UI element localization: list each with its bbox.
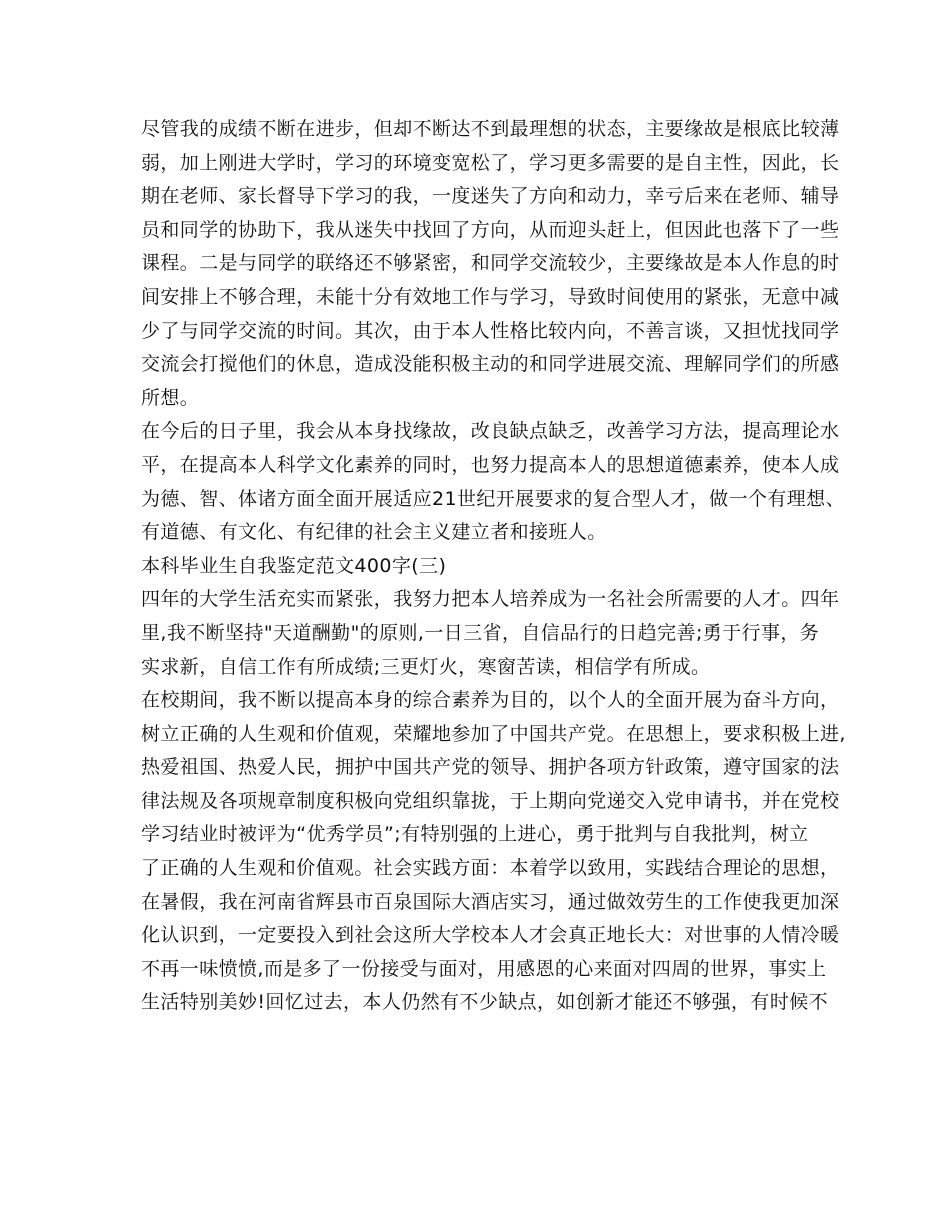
paragraph xyxy=(141,113,840,415)
document-body xyxy=(141,113,846,1020)
paragraph xyxy=(141,583,840,684)
text-line: 尽管我的成绩不断在进步，但却不断达不到最理想的状态，主要缘故是根底比较薄 xyxy=(141,118,840,140)
text-line: 在校期间，我不断以提高本身的综合素养为目的，以个人的全面开展为奋斗方向， xyxy=(141,689,840,712)
text-line: 课程。二是与同学的联络还不够紧密，和同学交流较少，主要缘故是本人作息的时 xyxy=(141,252,840,275)
text-line: 里,我不断坚持"天道酬勤"的原则,一日三省，自信品行的日趋完善;勇于行事，务 xyxy=(141,621,820,644)
text-line: 生活特别美妙!回忆过去，本人仍然有不少缺点，如创新才能还不够强，有时候不 xyxy=(141,991,829,1014)
text-line: 期在老师、家长督导下学习的我，一度迷失了方向和动力，幸亏后来在老师、辅导 xyxy=(141,185,840,208)
text-line: 本科毕业生自我鉴定范文400字(三) xyxy=(141,554,447,577)
text-line: 化认识到，一定要投入到社会这所大学校本人才会真正地长大：对世事的人情冷暖 xyxy=(141,924,840,947)
text-line: 间安排上不够合理，未能十分有效地工作与学习，导致时间使用的紧张，无意中减 xyxy=(141,285,840,308)
paragraph xyxy=(141,415,845,549)
text-line: 所想。 xyxy=(141,386,200,409)
text-line: 在暑假，我在河南省辉县市百泉国际大酒店实习，通过做效劳生的工作使我更加深 xyxy=(141,890,840,913)
text-line: 四年的大学生活充实而紧张，我努力把本人培养成为一名社会所需要的人才。四年 xyxy=(141,588,840,611)
text-line: 交流会打搅他们的休息，造成没能积极主动的和同学进展交流、理解同学们的所感 xyxy=(141,353,840,376)
text-line: 有道德、有文化、有纪律的社会主义建立者和接班人。 xyxy=(141,521,607,544)
text-line: 不再一味愤愤,而是多了一份接受与面对，用感恩的心来面对四周的世界，事实上 xyxy=(141,957,827,980)
section-heading xyxy=(141,550,831,584)
text-line: 律法规及各项规章制度积极向党组织靠拢，于上期向党递交入党申请书，并在党校 xyxy=(141,789,840,812)
text-line: 平，在提高本人科学文化素养的同时，也努力提高本人的思想道德素养，使本人成 xyxy=(141,453,840,476)
paragraph xyxy=(141,684,846,1020)
text-line: 树立正确的人生观和价值观，荣耀地参加了中国共产党。在思想上，要求积极上进, xyxy=(141,722,846,745)
text-line: 热爱祖国、热爱人民，拥护中国共产党的领导、拥护各项方针政策，遵守国家的法 xyxy=(141,756,840,779)
text-line: 员和同学的协助下，我从迷失中找回了方向，从而迎头赶上，但因此也落下了一些 xyxy=(141,218,840,241)
text-line: 在今后的日子里，我会从本身找缘故，改良缺点缺乏，改善学习方法，提高理论水 xyxy=(141,420,840,443)
text-line: 了正确的人生观和价值观。社会实践方面：本着学以致用，实践结合理论的思想， xyxy=(141,857,840,880)
text-line: 实求新，自信工作有所成绩;三更灯火，寒窗苦读，相信学有所成。 xyxy=(141,655,711,678)
text-line: 少了与同学交流的时间。其次，由于本人性格比较内向，不善言谈，又担忧找同学 xyxy=(141,319,840,342)
text-line: 弱，加上刚进大学时，学习的环境变宽松了，学习更多需要的是自主性，因此，长 xyxy=(141,151,840,174)
text-line: 学习结业时被评为“优秀学员”;有特别强的上进心，勇于批判与自我批判，树立 xyxy=(141,823,809,846)
text-line: 为德、智、体诸方面全面开展适应21世纪开展要求的复合型人才，做一个有理想、 xyxy=(141,487,845,510)
